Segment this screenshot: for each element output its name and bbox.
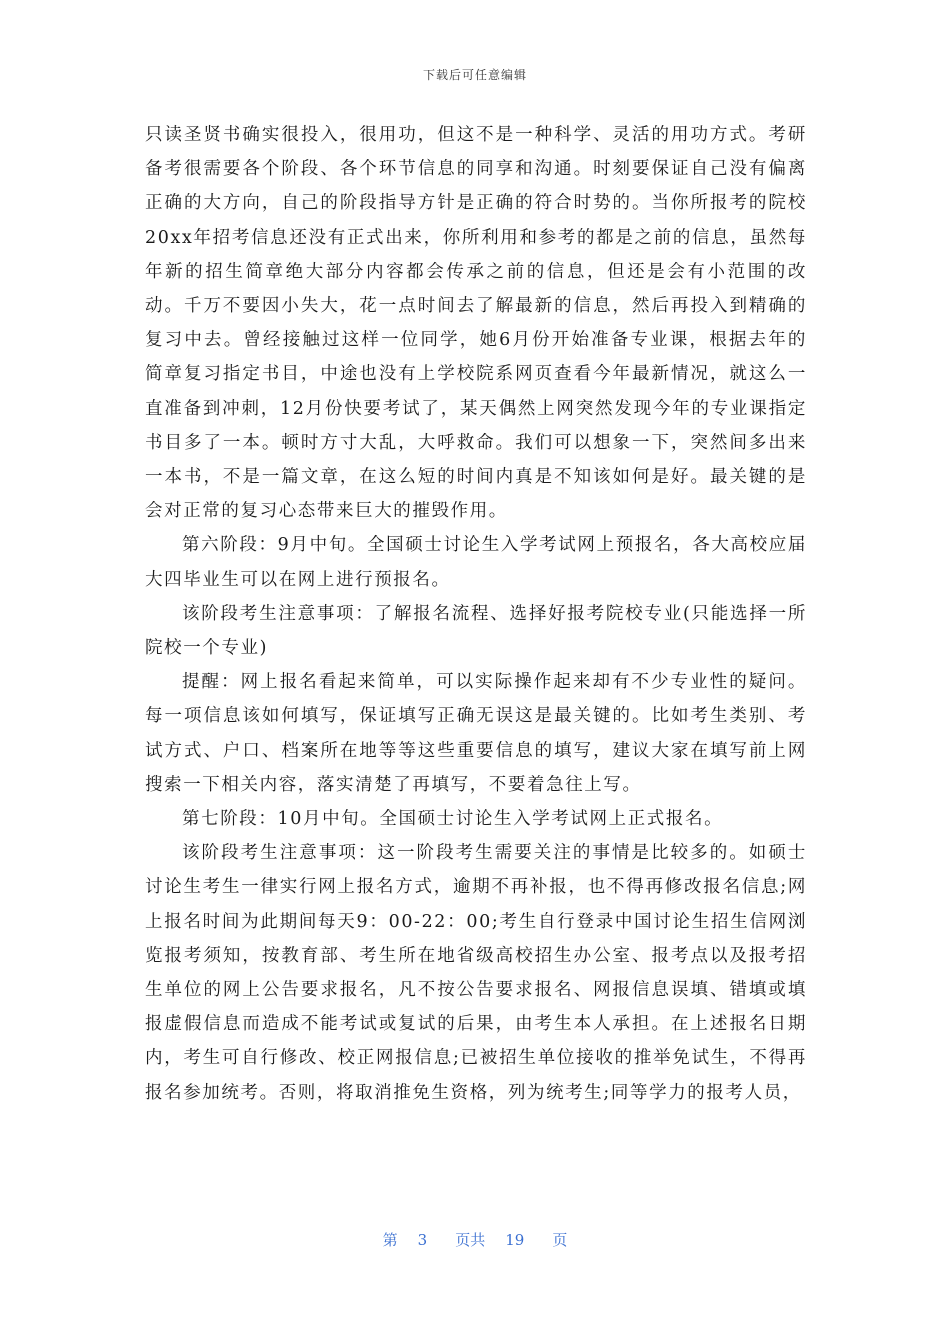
page-header: 下载后可任意编辑 <box>422 68 527 82</box>
page-footer <box>0 1229 950 1250</box>
footer-middle: 页共 <box>455 1231 486 1249</box>
paragraph-2: 第六阶段：9月中旬。全国硕士讨论生入学考试网上预报名，各大高校应届大四毕业生可以在网上进行预报名。 <box>145 535 807 590</box>
paragraph-5: 第七阶段：10月中旬。全国硕士讨论生入学考试网上正式报名。 <box>182 809 724 830</box>
footer-suffix: 页 <box>552 1231 568 1249</box>
paragraph-4: 提醒：网上报名看起来简单，可以实际操作起来却有不少专业性的疑问。每一项信息该如何填写，保证填写正确无误这是最关键的。比如考生类别、考试方式、户口、档案所在地等等这些重要信息的填写，建议大家在填写前上网搜索一下相关内容，落实清楚了再填写，不要着急往上写。 <box>145 672 807 795</box>
footer-total-pages: 19 <box>505 1231 525 1249</box>
paragraph-3: 该阶段考生注意事项：了解报名流程、选择好报考院校专业(只能选择一所院校一个专业) <box>145 603 807 659</box>
paragraph-6: 该阶段考生注意事项：这一阶段考生需要关注的事情是比较多的。如硕士讨论生考生一律实行网上报名方式，逾期不再补报，也不得再修改报名信息;网上报名时间为此期间每天9：00-22：00;考生自行登录中国讨论生招生信网浏览报考须知，按教育部、考生所在地省级高校招生办公室、报考点以及报考招生单位的网上公告要求报名，凡不按公告要求报名、网报信息误填、错填或填报虚假信息而造成不能考试或复试的后果，由考生本人承担。在上述报名日期内，考生可自行修改、校正网报信息;已被招生单位接收的推举免试生，不得再报名参加统考。否则，将取消推免生资格，列为统考生;同等学力的报考人员， <box>145 843 807 1103</box>
footer-prefix: 第 <box>382 1231 398 1249</box>
paragraph-1: 只读圣贤书确实很投入，很用功，但这不是一种科学、灵活的用功方式。考研备考很需要各个阶段、各个环节信息的同享和沟通。时刻要保证自己没有偏离正确的大方向，自己的阶段指导方针是正确的符合时势的。当你所报考的院校20xx年招考信息还没有正式出来，你所利用和参考的都是之前的信息，虽然每年新的招生简章绝大部分内容都会传承之前的信息，但还是会有小范围的改动。千万不要因小失大，花一点时间去了解最新的信息，然后再投入到精确的复习中去。曾经接触过这样一位同学，她6月份开始准备专业课，根据去年的简章复习指定书目，中途也没有上学校院系网页查看今年最新情况，就这么一直准备到冲刺，12月份快要考试了，某天偶然上网突然发现今年的专业课指定书目多了一本。顿时方寸大乱，大呼救命。我们可以想象一下，突然间多出来一本书，不是一篇文章，在这么短的时间内真是不知该如何是好。最关键的是会对正常的复习心态带来巨大的摧毁作用。 <box>145 125 807 522</box>
document-body <box>145 118 807 1110</box>
footer-current-page: 3 <box>417 1231 428 1249</box>
